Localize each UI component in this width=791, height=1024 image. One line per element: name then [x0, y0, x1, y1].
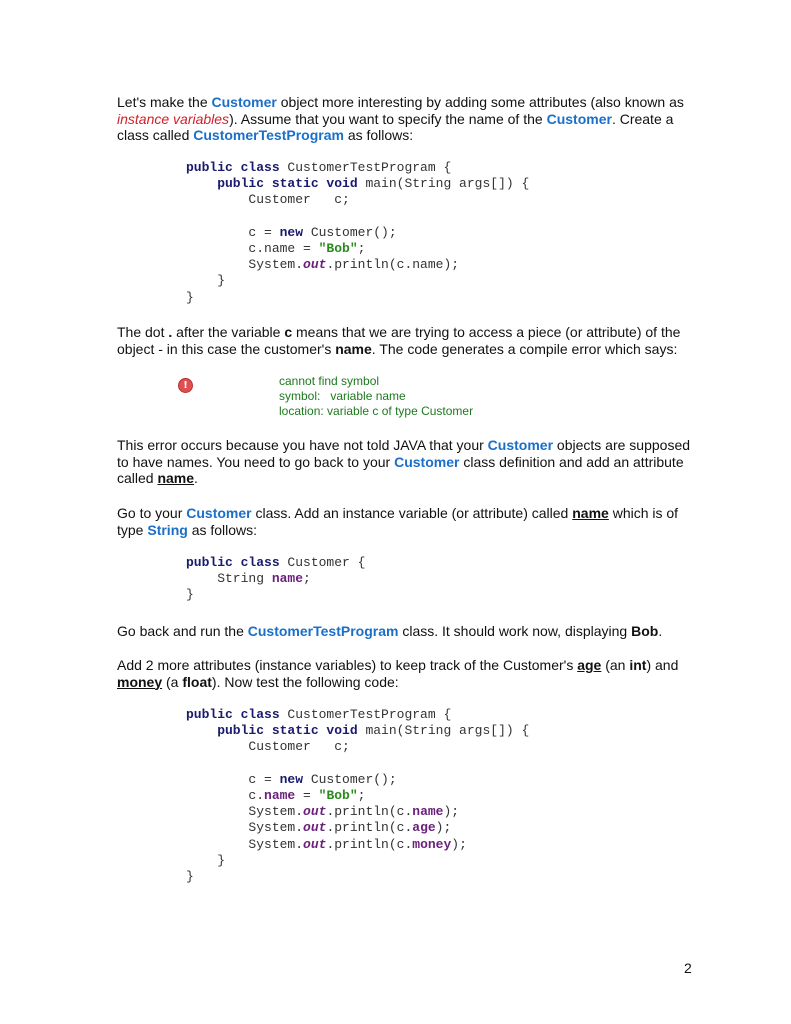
text: ). Assume that you want to specify the name of the — [229, 110, 547, 127]
text: object more interesting by adding some attributes (also known as — [276, 94, 684, 110]
code-line: String name; — [186, 571, 311, 587]
customer-keyword: Customer — [546, 110, 612, 127]
code-blank-line — [186, 756, 529, 772]
code-line: public class Customer { — [186, 555, 366, 570]
compile-error-message — [279, 374, 473, 419]
add-attribute-paragraph: Go to your Customer class. Add an instance variable (or attribute) called name which is of type String as follows: — [117, 505, 679, 538]
code-line: } — [186, 869, 194, 885]
code-blank-line — [186, 209, 529, 225]
code-block-2 — [186, 555, 365, 604]
run-program-paragraph: Go back and run the CustomerTestProgram class. It should work now, displaying Bob. — [117, 623, 663, 639]
code-line: Customer c; — [186, 192, 350, 208]
error-line: location: variable c of type Customer — [279, 404, 474, 418]
code-line: System.out.println(c.age); — [186, 820, 452, 836]
code-line: } — [186, 273, 226, 289]
code-line: Customer c; — [186, 739, 350, 755]
code-line: System.out.println(c.name); — [186, 804, 460, 820]
error-icon: ! — [178, 378, 193, 393]
instance-variables-term: instance variables — [117, 110, 230, 127]
code-line: System.out.println(c.money); — [186, 836, 467, 852]
code-line: public static void main(String args[]) { — [186, 723, 530, 739]
dot-explanation-paragraph: The dot . after the variable c means that we are trying to access a piece (or attribute) of the object - in this case the customer's name. The code generates a compile error which says: — [117, 324, 681, 357]
intro-paragraph — [117, 94, 697, 144]
code-line: } — [186, 289, 194, 305]
code-line: public class CustomerTestProgram { — [186, 160, 452, 175]
error-line: symbol: variable name — [279, 389, 406, 403]
page-number: 2 — [684, 960, 692, 976]
code-line: public static void main(String args[]) { — [186, 176, 530, 192]
code-block-3 — [186, 707, 529, 885]
text: . Create a class called — [117, 110, 674, 143]
customer-keyword: Customer — [211, 94, 277, 110]
text: as follows: — [343, 127, 414, 143]
code-line: public class CustomerTestProgram { — [186, 707, 452, 722]
customer-test-program-keyword: CustomerTestProgram — [193, 127, 344, 143]
code-line: c.name = "Bob"; — [186, 788, 366, 804]
more-attributes-paragraph: Add 2 more attributes (instance variables) to keep track of the Customer's age (an int) and money (a float). Now test the following code: — [117, 657, 679, 690]
code-line: } — [186, 852, 226, 868]
code-line: System.out.println(c.name); — [186, 257, 460, 273]
error-line: cannot find symbol — [279, 374, 380, 388]
code-block-1 — [186, 160, 529, 306]
error-explanation-paragraph: This error occurs because you have not told JAVA that your Customer objects are supposed to have names. You need to go back to your Customer class definition and add an attribute called name. — [117, 437, 691, 486]
code-line: c = new Customer(); — [186, 224, 397, 240]
code-line: } — [186, 587, 194, 603]
text: Let's make the — [117, 94, 212, 110]
code-line: c.name = "Bob"; — [186, 241, 366, 257]
code-line: c = new Customer(); — [186, 771, 397, 787]
